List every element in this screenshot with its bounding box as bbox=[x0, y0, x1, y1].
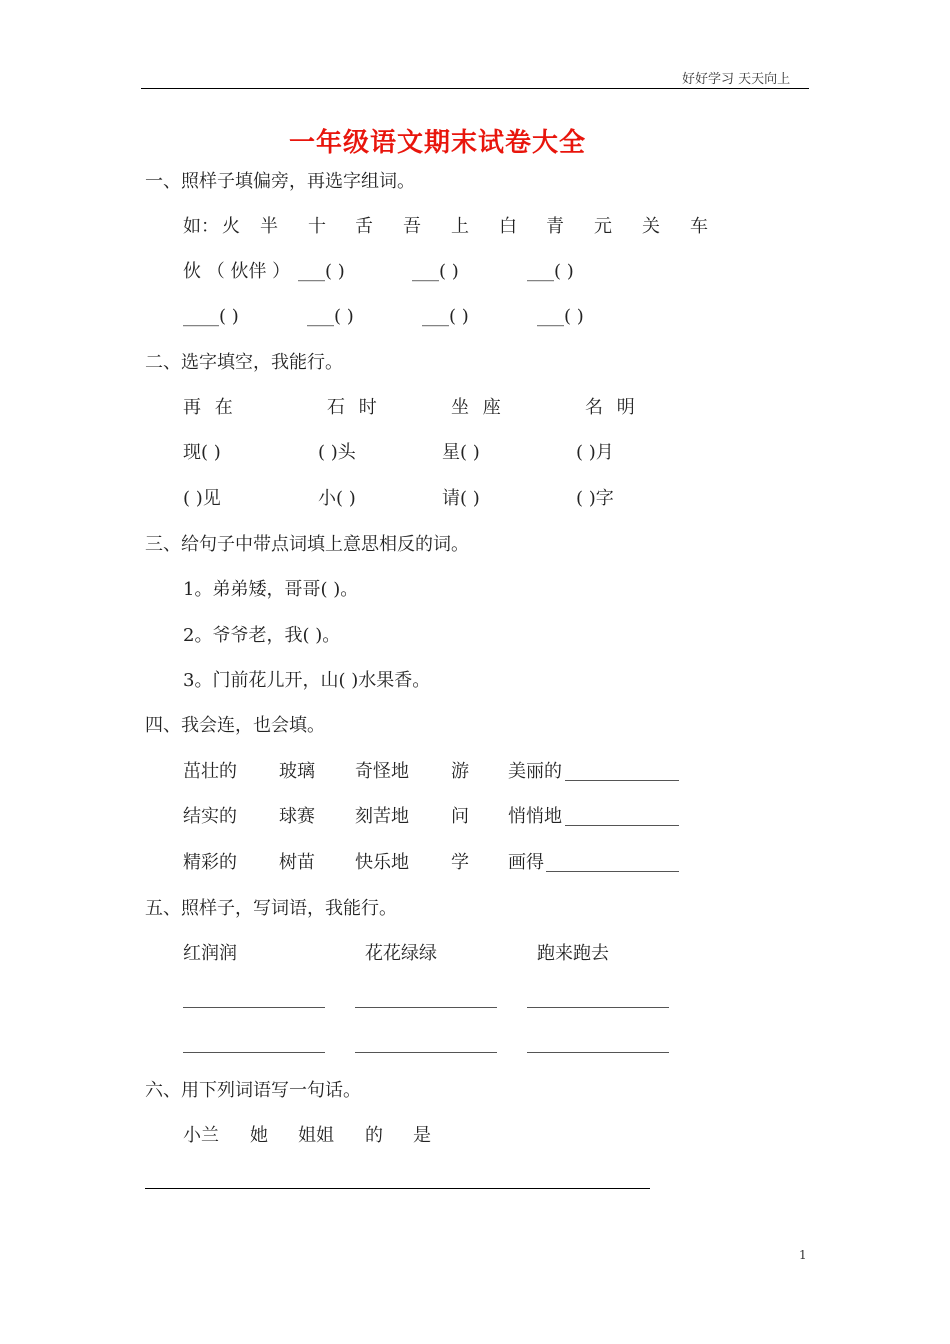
section-4-heading: 四、我会连，也会填。 bbox=[145, 715, 325, 736]
sentence-item[interactable]: 1。弟弟矮，哥哥( )。 bbox=[183, 579, 359, 600]
match-word[interactable]: 精彩的 bbox=[183, 852, 237, 873]
radical-char: 吾 bbox=[403, 216, 421, 237]
match-word[interactable]: 问 bbox=[451, 806, 469, 827]
word-example: 花花绿绿 bbox=[365, 943, 437, 964]
fill-blank[interactable]: ___( ) bbox=[422, 306, 469, 327]
fill-blank[interactable]: ____( ) bbox=[183, 306, 239, 327]
example-answer: 伙 （ 伙伴 ） bbox=[183, 261, 291, 282]
fill-blank[interactable]: 请( ) bbox=[442, 488, 480, 509]
section-6-heading: 六、用下列词语写一句话。 bbox=[145, 1080, 361, 1101]
page-title: 一年级语文期末试卷大全 bbox=[289, 128, 587, 158]
radical-char: 白 bbox=[499, 216, 517, 237]
fill-blank[interactable]: ( )月 bbox=[576, 442, 614, 463]
given-word: 姐姐 bbox=[298, 1125, 334, 1146]
answer-line[interactable] bbox=[527, 1007, 669, 1008]
radical-char: 半 bbox=[260, 216, 278, 237]
char-pair: 石 时 bbox=[327, 397, 377, 418]
match-word[interactable]: 游 bbox=[451, 761, 469, 782]
section-3-heading: 三、给句子中带点词填上意思相反的词。 bbox=[145, 534, 469, 555]
fill-blank[interactable]: ___( ) bbox=[307, 306, 354, 327]
section-5-heading: 五、照样子，写词语，我能行。 bbox=[145, 898, 397, 919]
sentence-item[interactable]: 2。爷爷老，我( )。 bbox=[183, 625, 341, 646]
match-word[interactable]: 树苗 bbox=[279, 852, 315, 873]
answer-line[interactable] bbox=[565, 825, 679, 826]
radical-char: 关 bbox=[642, 216, 660, 237]
fill-blank[interactable]: ___( ) bbox=[412, 261, 459, 282]
answer-line[interactable] bbox=[527, 1052, 669, 1053]
answer-line[interactable] bbox=[183, 1052, 325, 1053]
page-header-text: 好好学习 天天向上 bbox=[682, 72, 791, 87]
answer-line[interactable] bbox=[183, 1007, 325, 1008]
match-word[interactable]: 学 bbox=[451, 852, 469, 873]
match-word: 画得 bbox=[508, 852, 544, 873]
radical-char: 车 bbox=[690, 216, 708, 237]
fill-blank[interactable]: ( )见 bbox=[183, 488, 221, 509]
sentence-answer-line[interactable] bbox=[145, 1188, 650, 1189]
char-pair: 再 在 bbox=[183, 397, 233, 418]
answer-line[interactable] bbox=[355, 1007, 497, 1008]
answer-line[interactable] bbox=[565, 780, 679, 781]
match-word[interactable]: 球赛 bbox=[279, 806, 315, 827]
given-word: 是 bbox=[413, 1125, 431, 1146]
fill-blank[interactable]: ___( ) bbox=[537, 306, 584, 327]
given-word: 的 bbox=[365, 1125, 383, 1146]
match-word[interactable]: 刻苦地 bbox=[355, 806, 409, 827]
radical-char: 舌 bbox=[355, 216, 373, 237]
answer-line[interactable] bbox=[355, 1052, 497, 1053]
sentence-item[interactable]: 3。门前花儿开，山( )水果香。 bbox=[183, 670, 431, 691]
char-pair: 名 明 bbox=[585, 397, 635, 418]
word-example: 红润润 bbox=[183, 943, 237, 964]
section-2-heading: 二、选字填空，我能行。 bbox=[145, 352, 343, 373]
match-word[interactable]: 茁壮的 bbox=[183, 761, 237, 782]
fill-blank[interactable]: ___( ) bbox=[527, 261, 574, 282]
given-word: 她 bbox=[250, 1125, 268, 1146]
radical-char: 元 bbox=[594, 216, 612, 237]
fill-blank[interactable]: 小( ) bbox=[318, 488, 356, 509]
word-example: 跑来跑去 bbox=[537, 943, 609, 964]
fill-blank[interactable]: 星( ) bbox=[442, 442, 480, 463]
radical-char: 青 bbox=[546, 216, 564, 237]
radical-char: 十 bbox=[308, 216, 326, 237]
match-word[interactable]: 玻璃 bbox=[279, 761, 315, 782]
match-word: 美丽的 bbox=[508, 761, 562, 782]
page-number: 1 bbox=[799, 1248, 807, 1262]
section-1-heading: 一、照样子填偏旁，再选字组词。 bbox=[145, 171, 415, 192]
given-word: 小兰 bbox=[183, 1125, 219, 1146]
match-word[interactable]: 快乐地 bbox=[355, 852, 409, 873]
match-word[interactable]: 结实的 bbox=[183, 806, 237, 827]
radical-char: 火 bbox=[222, 216, 240, 237]
match-word: 悄悄地 bbox=[508, 806, 562, 827]
answer-line[interactable] bbox=[546, 871, 679, 872]
fill-blank[interactable]: 现( ) bbox=[183, 442, 221, 463]
example-prefix: 如： bbox=[183, 216, 219, 237]
radical-char: 上 bbox=[451, 216, 469, 237]
char-pair: 坐 座 bbox=[451, 397, 501, 418]
fill-blank[interactable]: ( )字 bbox=[576, 488, 614, 509]
fill-blank[interactable]: ___( ) bbox=[298, 261, 345, 282]
fill-blank[interactable]: ( )头 bbox=[318, 442, 356, 463]
header-rule bbox=[141, 88, 809, 89]
match-word[interactable]: 奇怪地 bbox=[355, 761, 409, 782]
